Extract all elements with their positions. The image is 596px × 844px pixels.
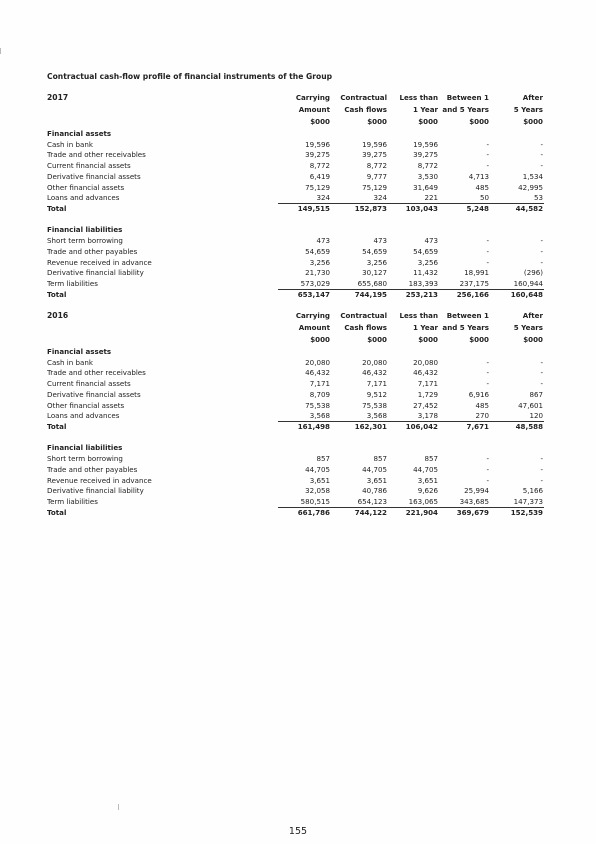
row-label: Derivative financial assets <box>47 389 141 399</box>
cell-value: 75,129 <box>362 182 387 192</box>
table-row <box>0 357 596 368</box>
cell-value: - <box>540 379 543 389</box>
row-label: Short term borrowing <box>47 454 123 464</box>
cell-value: 11,432 <box>413 268 438 278</box>
cell-value: - <box>540 139 543 149</box>
cell-value: 3,256 <box>309 257 330 267</box>
cell-value: - <box>486 236 489 246</box>
cell-value: - <box>486 475 489 485</box>
column-header: 5 Years <box>513 105 543 114</box>
cell-value: 19,596 <box>305 139 330 149</box>
scan-mark <box>0 48 1 54</box>
year-header-row <box>0 92 596 103</box>
section-title <box>0 346 596 357</box>
table-row <box>0 278 596 289</box>
row-label: Current financial assets <box>47 161 131 171</box>
cell-value: 8,772 <box>309 161 330 171</box>
total-value: 48,588 <box>515 421 543 431</box>
cell-value: 7,171 <box>417 379 438 389</box>
total-value: 103,043 <box>405 203 438 213</box>
cell-value: 485 <box>475 400 489 410</box>
row-label: Derivative financial assets <box>47 171 141 181</box>
cell-value: 3,651 <box>366 475 387 485</box>
column-header: and 5 Years <box>442 105 489 114</box>
cell-value: 54,659 <box>362 246 387 256</box>
year-label: 2016 <box>47 311 69 320</box>
cell-value: 573,029 <box>300 278 330 288</box>
table-row <box>0 171 596 182</box>
table-row <box>0 149 596 160</box>
cell-value: 31,649 <box>413 182 438 192</box>
total-value: 5,248 <box>466 203 489 213</box>
cell-value: 27,452 <box>413 400 438 410</box>
table-row <box>0 192 596 203</box>
section-title-label: Financial liabilities <box>47 225 123 235</box>
column-header: Amount <box>298 105 330 114</box>
cell-value: 75,538 <box>362 400 387 410</box>
total-value: 160,648 <box>510 289 543 299</box>
total-value: 744,122 <box>354 507 387 517</box>
column-header: 1 Year <box>413 105 438 114</box>
cell-value: 20,080 <box>362 357 387 367</box>
cell-value: 54,659 <box>413 246 438 256</box>
cell-value: 8,709 <box>309 389 330 399</box>
cell-value: - <box>540 257 543 267</box>
cell-value: 857 <box>373 454 387 464</box>
total-value: 152,873 <box>354 203 387 213</box>
cell-value: 655,680 <box>357 278 387 288</box>
row-label: Derivative financial liability <box>47 268 144 278</box>
column-header: Contractual <box>340 311 387 320</box>
row-label: Short term borrowing <box>47 236 123 246</box>
cell-value: 39,275 <box>305 150 330 160</box>
total-value: 653,147 <box>297 289 330 299</box>
cell-value: 9,777 <box>366 171 387 181</box>
cell-value: 50 <box>479 193 489 203</box>
cell-value: - <box>486 150 489 160</box>
cell-value: 39,275 <box>413 150 438 160</box>
unit-header: $000 <box>469 335 489 344</box>
column-header: and 5 Years <box>442 323 489 332</box>
cell-value: 42,995 <box>518 182 543 192</box>
cell-value: 25,994 <box>464 486 489 496</box>
row-label: Trade and other payables <box>47 464 138 474</box>
column-header: 1 Year <box>413 323 438 332</box>
total-row <box>0 203 596 214</box>
cell-value: 221 <box>424 193 438 203</box>
total-value: 149,515 <box>297 203 330 213</box>
table-row <box>0 160 596 171</box>
column-header: Contractual <box>340 93 387 102</box>
column-header: Cash flows <box>344 105 387 114</box>
cell-value: 654,123 <box>357 496 387 506</box>
cell-value: 19,596 <box>362 139 387 149</box>
row-label: Derivative financial liability <box>47 486 144 496</box>
cell-value: 3,256 <box>417 257 438 267</box>
cell-value: - <box>486 379 489 389</box>
total-row <box>0 289 596 300</box>
row-label: Current financial assets <box>47 379 131 389</box>
row-label: Revenue received in advance <box>47 257 152 267</box>
table-row <box>0 246 596 257</box>
cell-value: 343,685 <box>459 496 489 506</box>
cell-value: 7,171 <box>366 379 387 389</box>
cell-value: 147,373 <box>513 496 543 506</box>
cell-value: 44,705 <box>305 464 330 474</box>
table-row <box>0 389 596 400</box>
cell-value: 21,730 <box>305 268 330 278</box>
cell-value: 46,432 <box>413 368 438 378</box>
cell-value: 3,178 <box>417 411 438 421</box>
unit-header: $000 <box>418 117 438 126</box>
cell-value: - <box>540 150 543 160</box>
table-row <box>0 139 596 150</box>
cell-value: 20,080 <box>305 357 330 367</box>
unit-header: $000 <box>310 335 330 344</box>
section-title-label: Financial assets <box>47 129 112 138</box>
cell-value: 9,626 <box>417 486 438 496</box>
cell-value: 53 <box>533 193 543 203</box>
unit-header: $000 <box>469 117 489 126</box>
row-label: Loans and advances <box>47 193 120 203</box>
cell-value: 183,393 <box>408 278 438 288</box>
column-header: Less than <box>399 311 438 320</box>
cell-value: 54,659 <box>305 246 330 256</box>
total-value: 256,166 <box>456 289 489 299</box>
cell-value: 32,058 <box>305 486 330 496</box>
section-title <box>0 128 596 139</box>
column-header: Carrying <box>295 311 330 320</box>
cell-value: 6,419 <box>309 171 330 181</box>
column-header-row <box>0 104 596 115</box>
total-label: Total <box>47 289 67 299</box>
cell-value: - <box>540 246 543 256</box>
table-row <box>0 485 596 496</box>
table-row <box>0 182 596 193</box>
cell-value: - <box>540 236 543 246</box>
section-title-label: Financial assets <box>47 347 112 356</box>
unit-header: $000 <box>418 335 438 344</box>
cell-value: 44,705 <box>413 464 438 474</box>
cell-value: 47,601 <box>518 400 543 410</box>
total-value: 253,213 <box>405 289 438 299</box>
cell-value: 160,944 <box>513 278 543 288</box>
unit-header-row <box>0 116 596 127</box>
cell-value: 857 <box>424 454 438 464</box>
total-label: Total <box>47 421 67 431</box>
table-row <box>0 496 596 507</box>
cell-value: 163,065 <box>408 496 438 506</box>
cell-value: - <box>486 454 489 464</box>
total-value: 106,042 <box>405 421 438 431</box>
cell-value: 75,129 <box>305 182 330 192</box>
column-header: After <box>522 311 543 320</box>
total-label: Total <box>47 203 67 213</box>
row-label: Revenue received in advance <box>47 475 152 485</box>
cell-value: 237,175 <box>459 278 489 288</box>
row-label: Cash in bank <box>47 139 93 149</box>
column-header: Amount <box>298 323 330 332</box>
cell-value: 40,786 <box>362 486 387 496</box>
cell-value: 18,991 <box>464 268 489 278</box>
row-label: Trade and other receivables <box>47 368 146 378</box>
total-value: 221,904 <box>405 507 438 517</box>
cell-value: 8,772 <box>366 161 387 171</box>
cell-value: - <box>540 357 543 367</box>
column-header: 5 Years <box>513 323 543 332</box>
cell-value: 485 <box>475 182 489 192</box>
column-header: Less than <box>399 93 438 102</box>
row-label: Loans and advances <box>47 411 120 421</box>
cell-value: 120 <box>529 411 543 421</box>
cell-value: - <box>486 257 489 267</box>
table-row <box>0 267 596 278</box>
cell-value: 270 <box>475 411 489 421</box>
unit-header: $000 <box>523 117 543 126</box>
column-header: Between 1 <box>446 93 489 102</box>
cell-value: 857 <box>316 454 330 464</box>
page-number: 155 <box>288 826 308 837</box>
cell-value: - <box>486 368 489 378</box>
cell-value: 3,256 <box>366 257 387 267</box>
total-value: 369,679 <box>456 507 489 517</box>
cell-value: 3,568 <box>309 411 330 421</box>
cell-value: 3,568 <box>366 411 387 421</box>
table-row <box>0 475 596 486</box>
table-row <box>0 400 596 411</box>
cell-value: 9,512 <box>366 389 387 399</box>
table-row <box>0 367 596 378</box>
cell-value: 19,596 <box>413 139 438 149</box>
cell-value: - <box>540 464 543 474</box>
cell-value: 4,713 <box>468 171 489 181</box>
page-title: Contractual cash-flow profile of financial instruments of the Group <box>47 72 333 81</box>
cell-value: 473 <box>373 236 387 246</box>
row-label: Trade and other receivables <box>47 150 146 160</box>
scan-mark <box>118 804 119 810</box>
cell-value: - <box>486 161 489 171</box>
cell-value: - <box>540 475 543 485</box>
row-label: Term liabilities <box>47 496 98 506</box>
row-label: Cash in bank <box>47 357 93 367</box>
cell-value: 75,538 <box>305 400 330 410</box>
cell-value: - <box>486 246 489 256</box>
row-label: Term liabilities <box>47 278 98 288</box>
total-row <box>0 507 596 518</box>
total-value: 661,786 <box>297 507 330 517</box>
column-header: Cash flows <box>344 323 387 332</box>
total-label: Total <box>47 507 67 517</box>
cell-value: 46,432 <box>362 368 387 378</box>
cell-value: 1,534 <box>522 171 543 181</box>
cell-value: 7,171 <box>309 379 330 389</box>
year-header-row <box>0 310 596 321</box>
cell-value: 20,080 <box>413 357 438 367</box>
cell-value: - <box>540 368 543 378</box>
cell-value: 44,705 <box>362 464 387 474</box>
row-label: Other financial assets <box>47 400 125 410</box>
cell-value: 473 <box>424 236 438 246</box>
row-label: Other financial assets <box>47 182 125 192</box>
total-row <box>0 421 596 432</box>
total-value: 744,195 <box>354 289 387 299</box>
unit-header: $000 <box>310 117 330 126</box>
section-title-label: Financial liabilities <box>47 443 123 453</box>
unit-header: $000 <box>367 117 387 126</box>
cell-value: 5,166 <box>522 486 543 496</box>
section-title <box>0 224 596 235</box>
cell-value: 324 <box>373 193 387 203</box>
cell-value: 3,651 <box>417 475 438 485</box>
cell-value: (296) <box>523 268 543 278</box>
cell-value: - <box>540 454 543 464</box>
column-header: After <box>522 93 543 102</box>
cell-value: 1,729 <box>417 389 438 399</box>
cell-value: 46,432 <box>305 368 330 378</box>
cell-value: 324 <box>316 193 330 203</box>
cell-value: 3,530 <box>417 171 438 181</box>
table-row <box>0 453 596 464</box>
table-row <box>0 257 596 268</box>
cell-value: 3,651 <box>309 475 330 485</box>
table-row <box>0 235 596 246</box>
table-row <box>0 378 596 389</box>
cell-value: - <box>540 161 543 171</box>
cell-value: 580,515 <box>300 496 330 506</box>
column-header: Between 1 <box>446 311 489 320</box>
total-value: 161,498 <box>297 421 330 431</box>
cell-value: 30,127 <box>362 268 387 278</box>
cell-value: - <box>486 464 489 474</box>
table-row <box>0 464 596 475</box>
cell-value: 867 <box>529 389 543 399</box>
total-value: 152,539 <box>510 507 543 517</box>
total-value: 162,301 <box>354 421 387 431</box>
total-value: 44,582 <box>515 203 543 213</box>
cell-value: 8,772 <box>417 161 438 171</box>
total-value: 7,671 <box>466 421 489 431</box>
cell-value: - <box>486 139 489 149</box>
column-header: Carrying <box>295 93 330 102</box>
year-label: 2017 <box>47 93 69 102</box>
row-label: Trade and other payables <box>47 246 138 256</box>
cell-value: 6,916 <box>468 389 489 399</box>
cell-value: - <box>486 357 489 367</box>
unit-header-row <box>0 334 596 345</box>
column-header-row <box>0 322 596 333</box>
section-title <box>0 442 596 453</box>
cell-value: 39,275 <box>362 150 387 160</box>
cell-value: 473 <box>316 236 330 246</box>
table-row <box>0 410 596 421</box>
unit-header: $000 <box>523 335 543 344</box>
unit-header: $000 <box>367 335 387 344</box>
